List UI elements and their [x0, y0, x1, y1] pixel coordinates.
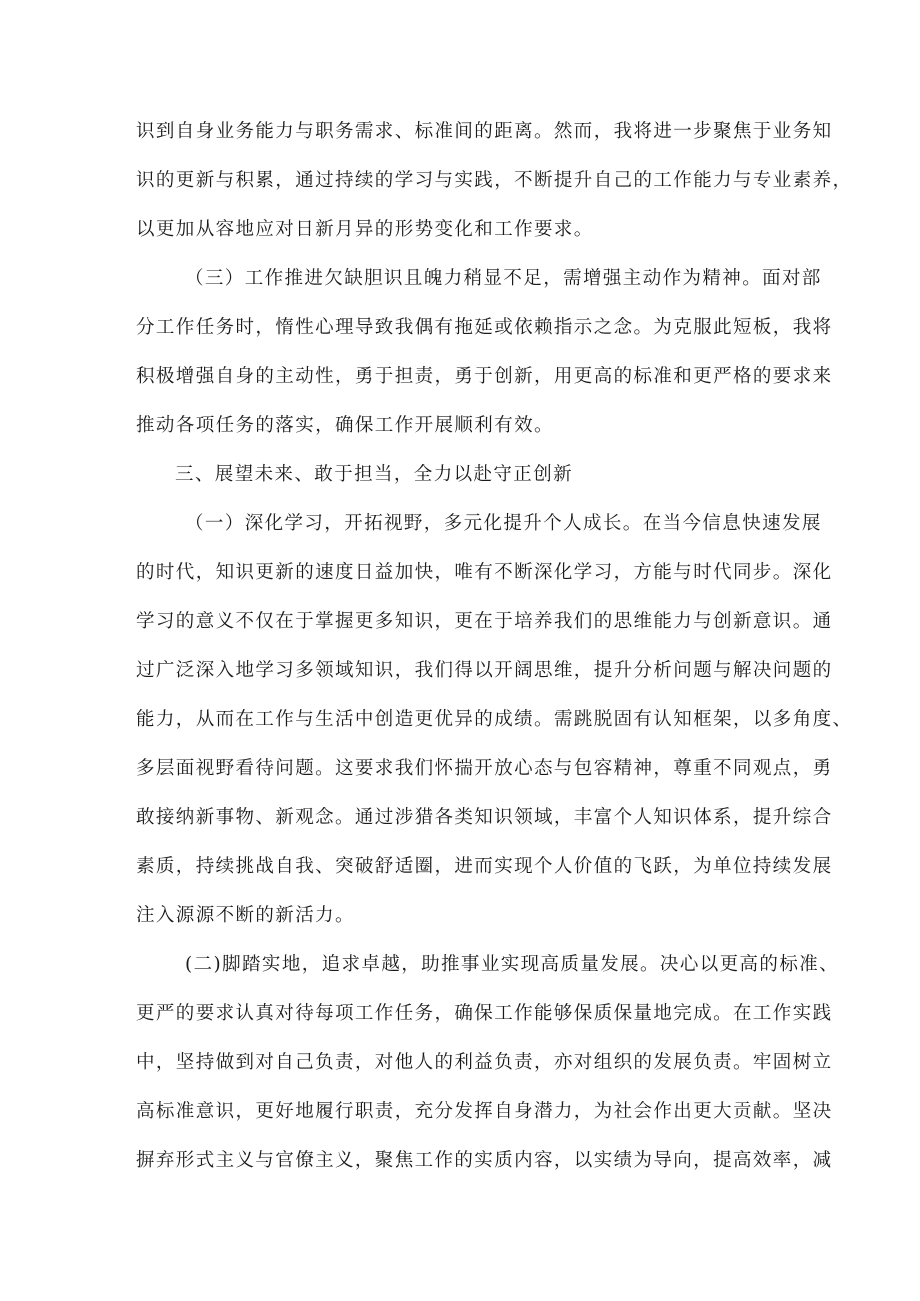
section-heading: 三、展望未来、敢于担当，全力以赴守正创新: [175, 464, 574, 485]
text-line-6: 积极增强自身的主动性，勇于担责，勇于创新，用更高的标准和更严格的要求来: [136, 366, 833, 387]
text-line-3: 以更加从容地应对日新月异的形势变化和工作要求。: [136, 219, 594, 240]
text-line-11: 学习的意义不仅在于掌握更多知识，更在于培养我们的思维能力与创新意识。通: [136, 611, 833, 632]
text-line-15: 敢接纳新事物、新观念。通过涉猎各类知识领域，丰富个人知识体系，提升综合: [136, 807, 833, 828]
text-line-2: 识的更新与积累，通过持续的学习与实践，不断提升自己的工作能力与专业素养，: [136, 170, 853, 191]
text-line-12: 过广泛深入地学习多领域知识，我们得以开阔思维，提升分析问题与解决问题的: [136, 660, 833, 681]
text-line-21: 高标准意识，更好地履行职责，充分发挥自身潜力，为社会作出更大贡献。坚决: [136, 1101, 833, 1122]
text-line-7: 推动各项任务的落实，确保工作开展顺利有效。: [136, 415, 554, 436]
text-line-19: 更严的要求认真对待每项工作任务，确保工作能够保质保量地完成。在工作实践: [136, 1003, 833, 1024]
text-line-14: 多层面视野看待问题。这要求我们怀揣开放心态与包容精神，尊重不同观点，勇: [136, 758, 833, 779]
text-line-1: 识到自身业务能力与职务需求、标准间的距离。然而，我将进一步聚焦于业务知: [136, 121, 833, 142]
text-line-5: 分工作任务时，惰性心理导致我偶有拖延或依赖指示之念。为克服此短板，我将: [136, 317, 833, 338]
text-line-13: 能力，从而在工作与生活中创造更优异的成绩。需跳脱固有认知框架，以多角度、: [136, 709, 853, 730]
text-line-20: 中，坚持做到对自己负责，对他人的利益负责，亦对组织的发展负责。牢固树立: [136, 1052, 833, 1073]
text-line-22: 摒弃形式主义与官僚主义，聚焦工作的实质内容，以实绩为导向，提高效率，减: [136, 1150, 833, 1171]
text-line-17: 注入源源不断的新活力。: [136, 905, 355, 926]
paragraph-3-start: （三）工作推进欠缺胆识且魄力稍显不足，需增强主动作为精神。面对部: [185, 268, 822, 289]
paragraph-1-start: （一）深化学习，开拓视野，多元化提升个人成长。在当今信息快速发展: [185, 513, 822, 534]
text-line-16: 素质，持续挑战自我、突破舒适圈，进而实现个人价值的飞跃，为单位持续发展: [136, 856, 833, 877]
paragraph-2-start: (二)脚踏实地，追求卓越，助推事业实现高质量发展。决心以更高的标准、: [185, 954, 840, 975]
text-line-10: 的时代，知识更新的速度日益加快，唯有不断深化学习，方能与时代同步。深化: [136, 562, 833, 583]
